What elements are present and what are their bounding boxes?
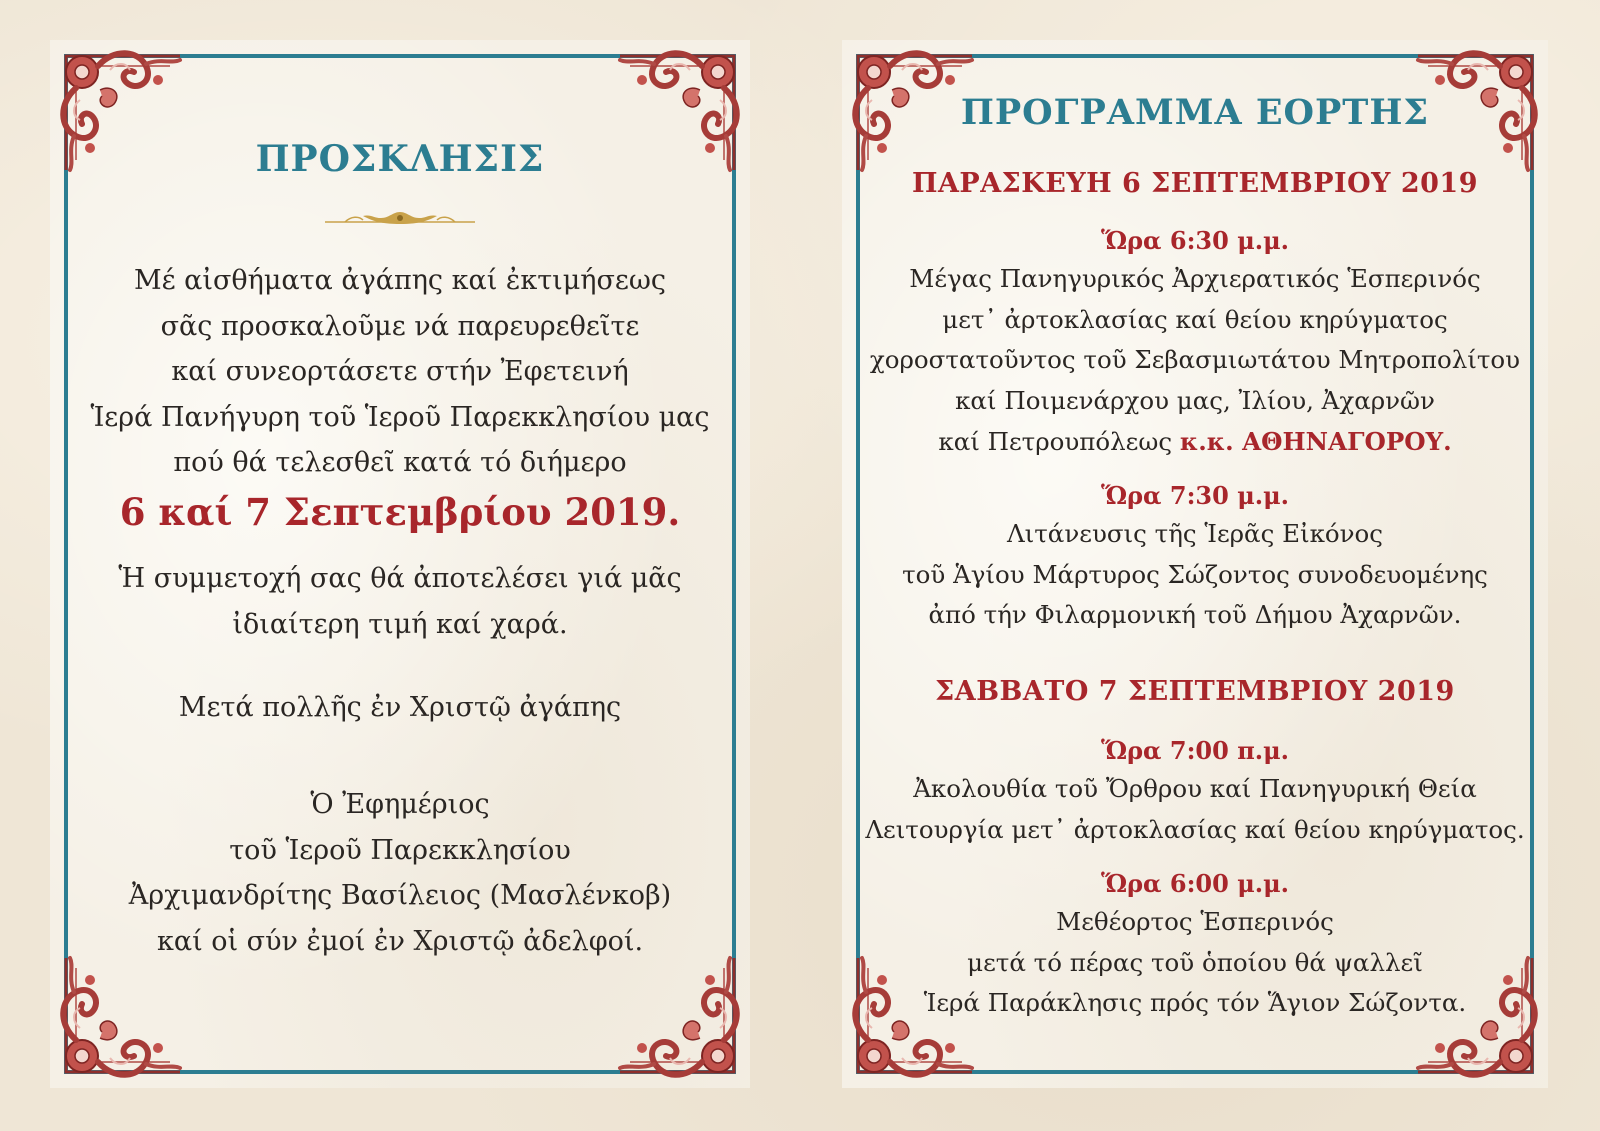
invitation-dates: 6 καί 7 Σεπτεμβρίου 2019. — [119, 490, 681, 534]
signature-line: καί οἱ σύν ἐμοί ἐν Χριστῷ ἀδελφοί. — [156, 925, 644, 957]
event-line: τοῦ Ἁγίου Μάρτυρος Σώζοντος συνοδευομένης — [902, 559, 1488, 589]
event-line: Μεθέορτος Ἑσπερινός — [1056, 907, 1334, 936]
closing-line: ἰδιαίτερη τιμή καί χαρά. — [232, 608, 568, 640]
body-line: Ἱερά Πανήγυρη τοῦ Ἱεροῦ Παρεκκλησίου μας — [90, 401, 710, 433]
event-time: Ὥρα 7:00 π.μ. — [1100, 736, 1290, 765]
body-line: Μέ αἰσθήματα ἀγάπης καί ἐκτιμήσεως — [133, 265, 667, 296]
program-title: ΠΡΟΓΡΑΜΜΑ ΕΟΡΤΗΣ — [960, 92, 1430, 133]
event-line-prefix: καί Πετρουπόλεως — [938, 426, 1173, 456]
event-line: Λιτάνευσις τῆς Ἱερᾶς Εἰκόνος — [1006, 519, 1384, 548]
signature-line: Ἀρχιμανδρίτης Βασίλειος (Μασλένκοβ) — [128, 880, 672, 911]
event-line: ἀπό τήν Φιλαρμονική τοῦ Δήμου Ἀχαρνῶν. — [928, 600, 1462, 630]
invitation-signature — [50, 782, 750, 964]
event-line: Ἀκολουθία τοῦ Ὄρθρου καί Πανηγυρική Θεία — [913, 774, 1477, 803]
event-line: Μέγας Πανηγυρικός Ἀρχιερατικός Ἑσπερινός — [909, 264, 1481, 293]
event-time: Ὥρα 6:00 μ.μ. — [1100, 869, 1290, 898]
event-time: Ὥρα 7:30 μ.μ. — [1100, 481, 1290, 510]
body-line: σᾶς προσκαλοῦμε νά παρευρεθεῖτε — [160, 310, 640, 342]
body-line: καί συνεορτάσετε στήν Ἐφετεινή — [171, 356, 629, 387]
day-heading-saturday: ΣΑΒΒΑΤΟ 7 ΣΕΠΤΕΜΒΡΙΟΥ 2019 — [935, 676, 1455, 707]
event-description — [842, 259, 1548, 463]
signature-line: Ὁ Ἐφημέριος — [310, 789, 490, 820]
event-line — [842, 422, 1548, 463]
invitation-card — [50, 40, 750, 1088]
event-description — [842, 769, 1548, 850]
event-line: μετ᾽ ἀρτοκλασίας καί θείου κηρύγματος — [942, 304, 1448, 334]
divider-ornament-icon — [325, 208, 475, 232]
event-line: Λειτουργία μετ᾽ ἀρτοκλασίας καί θείου κηρύγματος. — [865, 814, 1525, 844]
day-heading-friday: ΠΑΡΑΣΚΕΥΗ 6 ΣΕΠΤΕΜΒΡΙΟΥ 2019 — [911, 168, 1479, 199]
program-card — [842, 40, 1548, 1088]
invitation-regards: Μετά πολλῆς ἐν Χριστῷ ἀγάπης — [178, 692, 622, 723]
event-description — [842, 902, 1548, 1024]
bishop-name: κ.κ. ΑΘΗΝΑΓΟΡΟΥ. — [1179, 426, 1452, 456]
body-line: πού θά τελεσθεῖ κατά τό διήμερο — [173, 447, 627, 478]
event-description — [842, 514, 1548, 636]
event-line: Ἱερά Παράκλησις πρός τόν Ἅγιον Σώζοντα. — [923, 988, 1467, 1018]
invitation-closing — [50, 556, 750, 647]
event-line: χοροστατοῦντος τοῦ Σεβασμιωτάτου Μητροπολίτου — [869, 345, 1521, 375]
signature-line: τοῦ Ἱεροῦ Παρεκκλησίου — [229, 834, 571, 866]
event-time: Ὥρα 6:30 μ.μ. — [1100, 226, 1290, 255]
invitation-title: ΠΡΟΣΚΛΗΣΙΣ — [255, 138, 545, 180]
invitation-body — [50, 258, 750, 486]
event-line: μετά τό πέρας τοῦ ὁποίου θά ψαλλεῖ — [967, 947, 1423, 977]
closing-line: Ἡ συμμετοχή σας θά ἀποτελέσει γιά μᾶς — [118, 563, 682, 594]
event-line: καί Ποιμενάρχου μας, Ἰλίου, Ἀχαρνῶν — [955, 386, 1435, 416]
